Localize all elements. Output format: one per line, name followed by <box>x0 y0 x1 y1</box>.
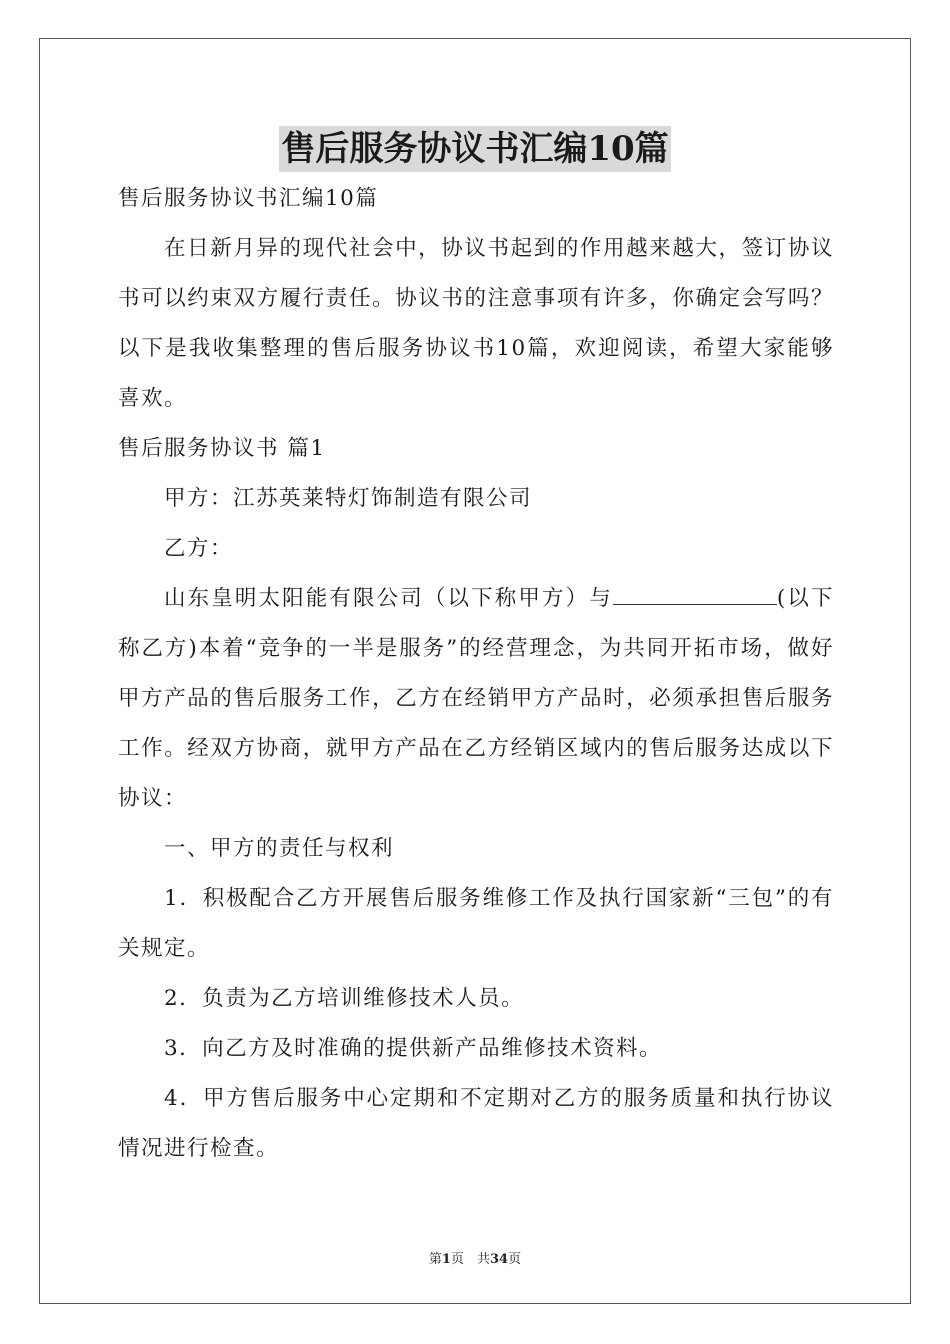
title-container <box>0 126 950 172</box>
agreement-paragraph-rest: (以下称乙方)本着“竞争的一半是服务”的经营理念，为共同开拓市场，做好甲方产品的售后服务工作，乙方在经销甲方产品时，必须承担售后服务工作。经双方协商，就甲方产品在乙方经销区域内的售后服务达成以下协议： <box>118 586 834 811</box>
section-heading: 售后服务协议书 篇1 <box>118 436 326 461</box>
intro-paragraph: 在日新月异的现代社会中，协议书起到的作用越来越大，签订协议书可以约束双方履行责任。协议书的注意事项有许多，你确定会写吗？以下是我收集整理的售后服务协议书10篇，欢迎阅读，希望大家能够喜欢。 <box>118 236 834 411</box>
footer-page-prefix: 第 <box>428 1252 442 1267</box>
page-footer <box>0 1248 950 1267</box>
clause-item: 1．积极配合乙方开展售后服务维修工作及执行国家新“三包”的有关规定。 <box>118 886 834 961</box>
document-body <box>118 174 834 1174</box>
footer-page-mid: 页 共 <box>450 1252 490 1267</box>
agreement-paragraph-start: 山东皇明太阳能有限公司（以下称甲方）与 <box>164 586 613 611</box>
clause-item: 2．负责为乙方培训维修技术人员。 <box>164 986 525 1011</box>
footer-page-suffix: 页 <box>508 1252 522 1267</box>
party-b-line: 乙方： <box>164 536 234 561</box>
document-subtitle: 售后服务协议书汇编10篇 <box>118 186 379 211</box>
footer-page-current: 1 <box>441 1252 451 1267</box>
clause-item: 4．甲方售后服务中心定期和不定期对乙方的服务质量和执行协议情况进行检查。 <box>118 1086 834 1161</box>
footer-page-total: 34 <box>489 1252 509 1267</box>
document-title: 售后服务协议书汇编10篇 <box>279 126 670 172</box>
clause-item: 3．向乙方及时准确的提供新产品维修技术资料。 <box>164 1036 663 1061</box>
agreement-paragraph <box>118 574 834 824</box>
blank-fill-line <box>613 584 777 605</box>
clause-heading: 一、甲方的责任与权利 <box>164 836 395 861</box>
party-a-line: 甲方：江苏英莱特灯饰制造有限公司 <box>164 486 533 511</box>
